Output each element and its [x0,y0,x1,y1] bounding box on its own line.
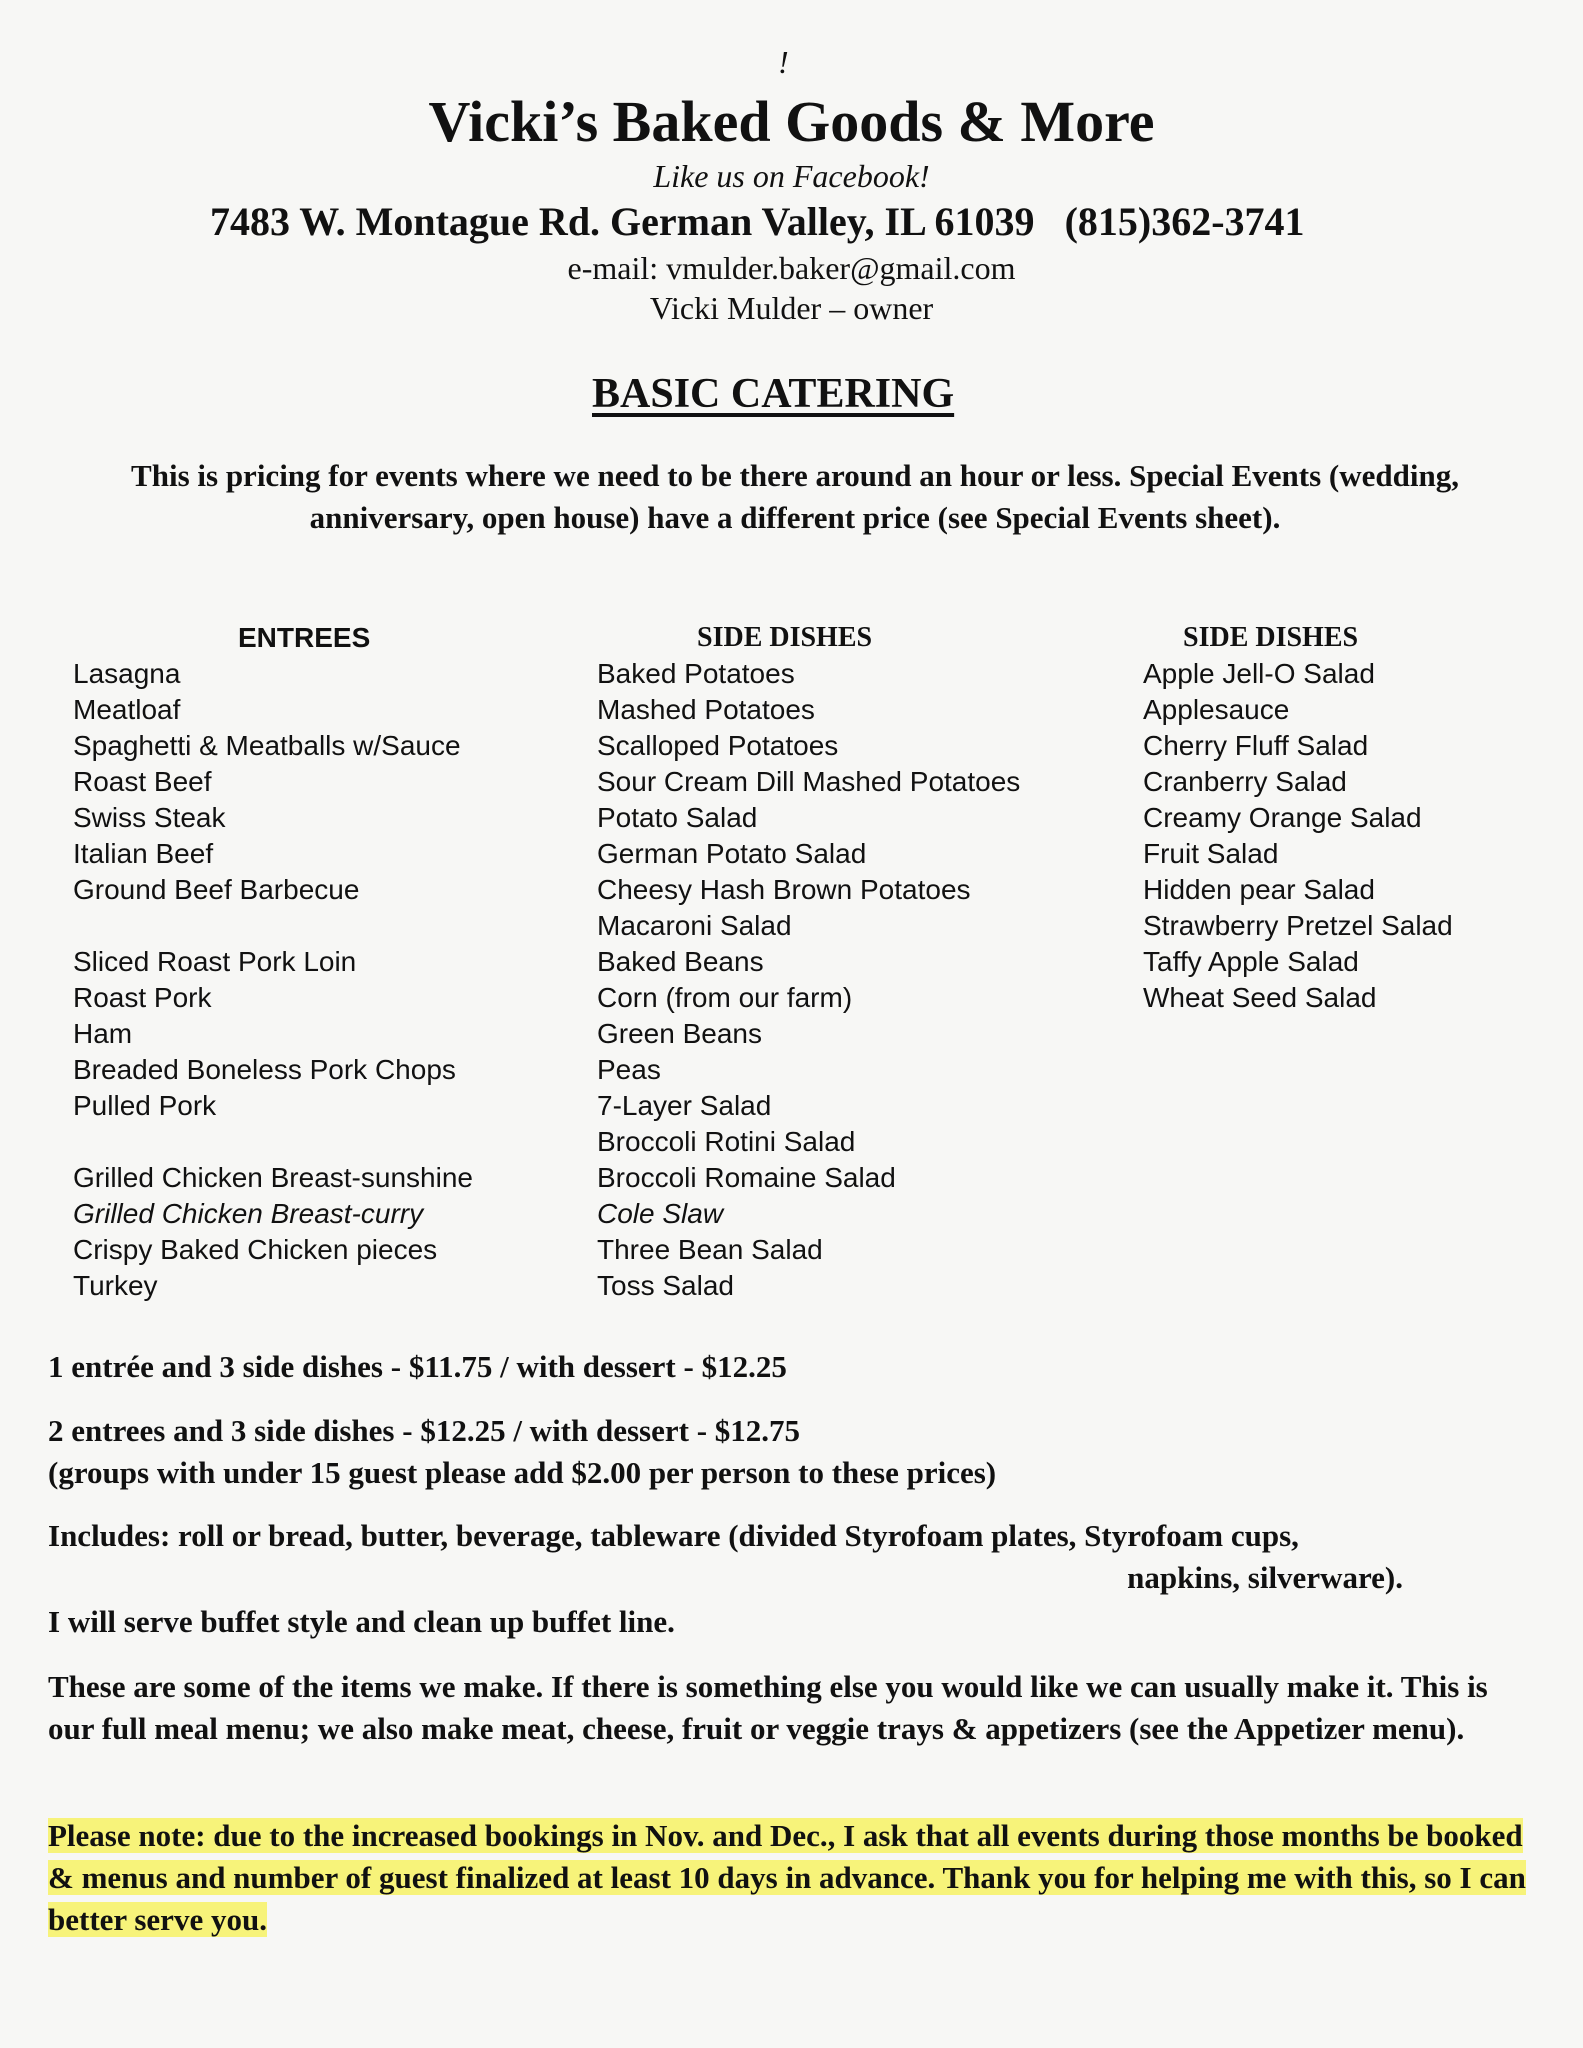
menu-item: Broccoli Rotini Salad [597,1126,856,1157]
menu-item: 7-Layer Salad [597,1090,772,1121]
menu-item: Toss Salad [597,1270,734,1301]
menu-item: Three Bean Salad [597,1234,823,1265]
custom-orders-text: These are some of the items we make. If there is something else you would like we can usually make it. This is our full meal menu; we also make meat, cheese, fruit or veggie trays & appetizers (see the Appetizer menu). [48,1669,1488,1746]
menu-item: Roast Pork [73,982,212,1013]
menu-item: Crispy Baked Chicken pieces [73,1234,438,1265]
menu-item: Grilled Chicken Breast-curry [73,1198,424,1229]
menu-item: Roast Beef [73,766,212,797]
menu-item: Peas [597,1054,661,1085]
intro-text: This is pricing for events where we need to be there around an hour or less. Special Events (wedding, anniversary, open house) have a different price (see Special Events sheet). [131,458,1459,535]
side-dishes-header: SIDE DISHES [1183,622,1359,653]
menu-item: Broccoli Romaine Salad [597,1162,896,1193]
price-option-1: 1 entrée and 3 side dishes - $11.75 / with dessert - $12.25 [48,1349,787,1384]
email-line: e-mail: vmulder.baker@gmail.com [567,250,1016,286]
menu-item: Green Beans [597,1018,762,1049]
menu-item: Cheesy Hash Brown Potatoes [597,874,971,905]
facebook-line: Like us on Facebook! [653,158,930,194]
entrees-column [73,620,473,1304]
menu-item: Scalloped Potatoes [597,730,839,761]
list-spacer [73,1124,473,1160]
menu-item: Apple Jell-O Salad [1143,658,1375,689]
menu-item: Sour Cream Dill Mashed Potatoes [597,766,1021,797]
stray-mark: ! [778,44,789,80]
small-group-note: (groups with under 15 guest please add $2.00 per person to these prices) [48,1455,997,1490]
menu-item: Strawberry Pretzel Salad [1143,910,1453,941]
buffet-text: I will serve buffet style and clean up buffet line. [48,1604,675,1639]
list-spacer [73,908,473,944]
booking-note [48,1815,1538,1941]
owner-line: Vicki Mulder – owner [649,290,934,326]
menu-item: Potato Salad [597,802,758,833]
side-dishes-column-1 [597,620,1020,1304]
menu-item: Hidden pear Salad [1143,874,1375,905]
menu-item: Cole Slaw [597,1198,724,1229]
menu-item: Applesauce [1143,694,1290,725]
menu-item: Swiss Steak [73,802,226,833]
menu-item: Cranberry Salad [1143,766,1347,797]
price-option-2-text: 2 entrees and 3 side dishes - $12.25 / with dessert - $12.75 [48,1413,801,1448]
menu-item: German Potato Salad [597,838,867,869]
side-dishes-header: SIDE DISHES [697,622,873,653]
menu-item: Wheat Seed Salad [1143,982,1377,1013]
includes-text [48,1515,1538,1599]
section-heading: BASIC CATERING [592,371,955,417]
menu-item: Meatloaf [73,694,181,725]
menu-item: Fruit Salad [1143,838,1279,869]
entrees-header: ENTREES [238,622,371,653]
menu-item: Italian Beef [73,838,214,869]
menu-item: Baked Potatoes [597,658,795,689]
menu-item: Turkey [73,1270,158,1301]
includes-line-1: Includes: roll or bread, butter, beverage, tableware (divided Styrofoam plates, Styrofoam cups, [48,1518,1299,1553]
menu-item: Ham [73,1018,133,1049]
menu-item: Mashed Potatoes [597,694,815,725]
highlighted-note: Please note: due to the increased bookings in Nov. and Dec., I ask that all events during those months be booked & menus and number of guest finalized at least 10 days in advance. Thank you for helping me with this, so I can better serve you. [48,1818,1526,1937]
includes-line-2: napkins, silverware). [1127,1560,1403,1595]
business-name: Vicki’s Baked Goods & More [428,89,1155,154]
street-address: 7483 W. Montague Rd. German Valley, IL 61039 [210,199,1035,244]
menu-item: Taffy Apple Salad [1143,946,1359,977]
menu-item: Spaghetti & Meatballs w/Sauce [73,730,461,761]
menu-item: Lasagna [73,658,181,689]
menu-item: Grilled Chicken Breast-sunshine [73,1162,473,1193]
menu-item: Baked Beans [597,946,764,977]
address-line [210,198,1305,245]
phone-number: (815)362-3741 [1064,199,1305,244]
price-option-2 [48,1410,996,1494]
menu-item: Cherry Fluff Salad [1143,730,1369,761]
menu-item: Macaroni Salad [597,910,792,941]
menu-item: Sliced Roast Pork Loin [73,946,357,977]
menu-item: Corn (from our farm) [597,982,853,1013]
menu-item: Pulled Pork [73,1090,217,1121]
menu-item: Ground Beef Barbecue [73,874,360,905]
menu-item: Creamy Orange Salad [1143,802,1422,833]
menu-item: Breaded Boneless Pork Chops [73,1054,456,1085]
side-dishes-column-2 [1143,620,1453,1016]
